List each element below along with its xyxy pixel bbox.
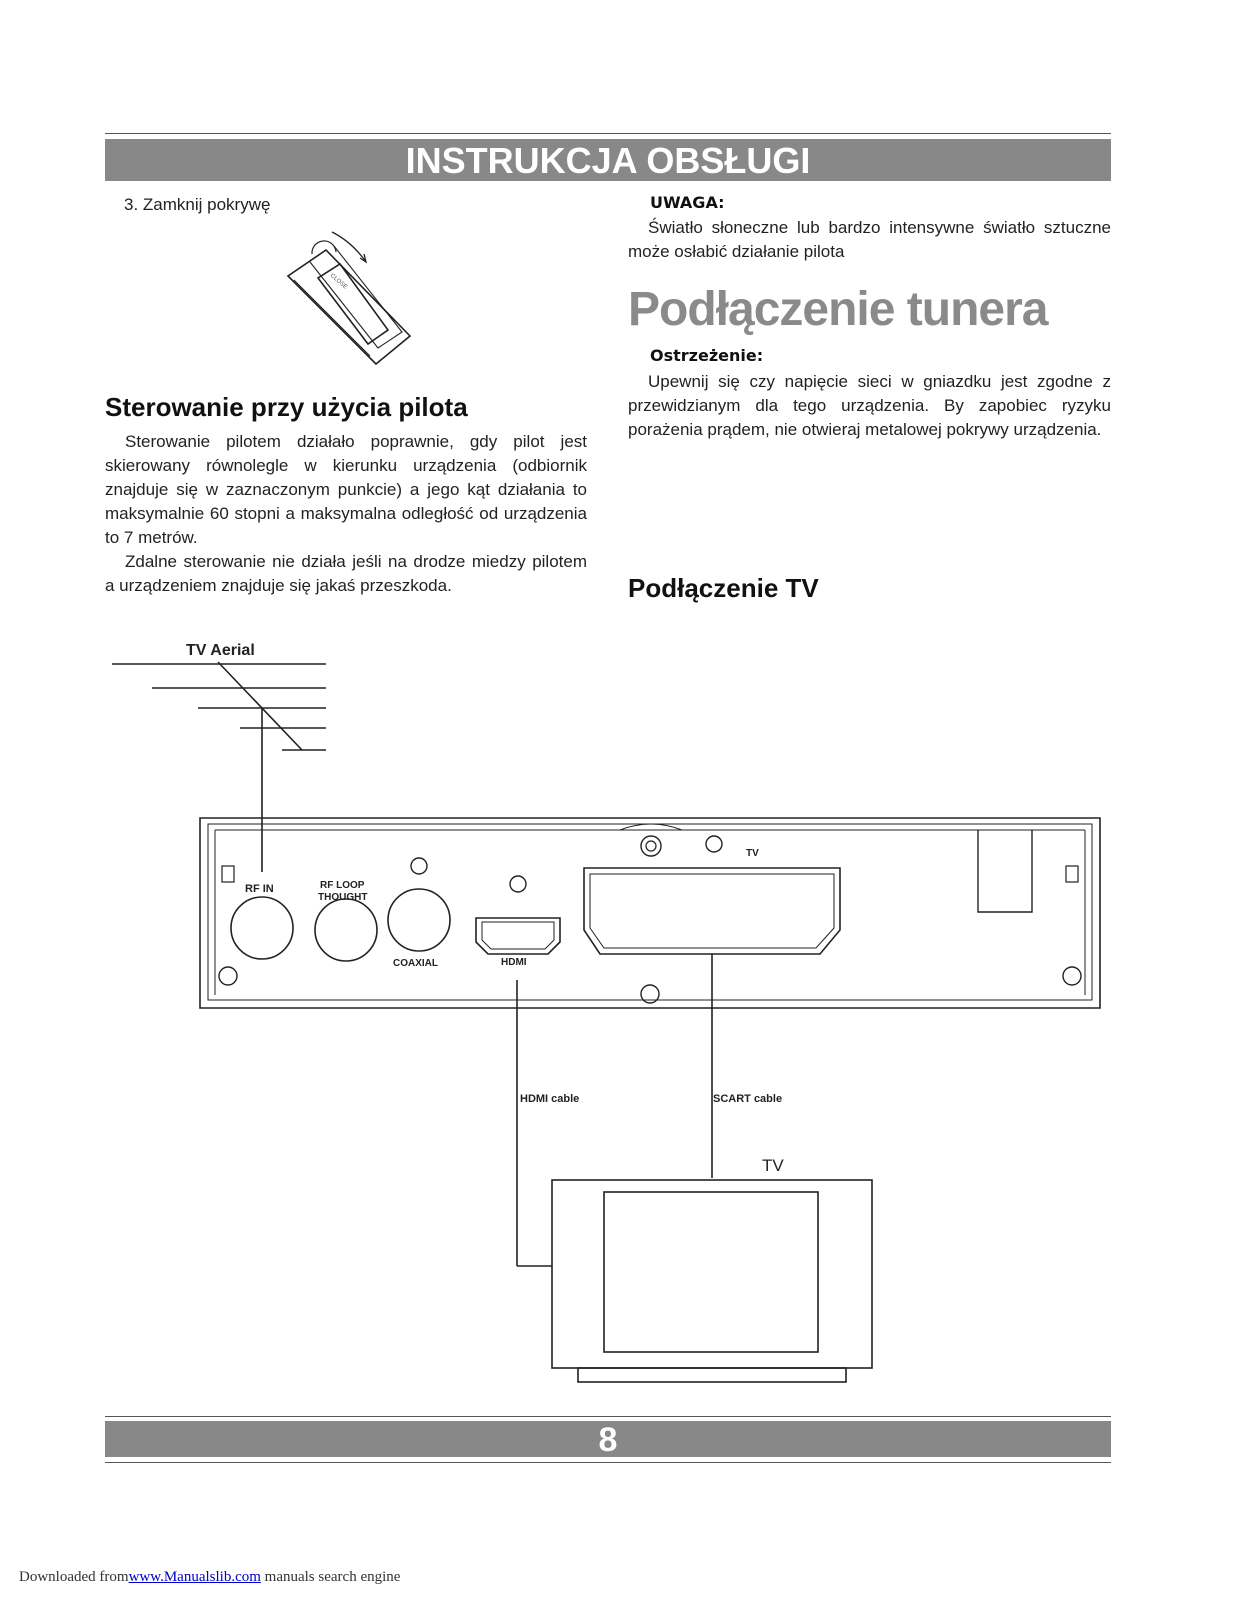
note-text: Światło słoneczne lub bardzo intensywne światło sztuczne może osłabić działanie pilota <box>628 218 1111 261</box>
scart-cable-label: SCART cable <box>713 1093 783 1105</box>
close-arrow-icon <box>332 232 366 262</box>
rf-loop-label-2: THOUGHT <box>318 892 368 903</box>
footer-top-rule <box>105 1416 1111 1417</box>
remote-paragraph-1: Sterowanie pilotem działało poprawnie, gdy pilot jest skierowany równolegle w kierunku urządzenia (odbiornik znajduje się w zaznaczonym punkcie) a jego kąt działania to maksymalnie 60 stopni a maksymalna odległość od urządzenia to 7 metrów. <box>105 432 587 547</box>
tv-icon <box>552 1180 872 1382</box>
downloaded-from-text: Downloaded from <box>19 1569 129 1585</box>
hdmi-cable-label: HDMI cable <box>520 1093 580 1105</box>
page-header-title: INSTRUKCJA OBSŁUGI <box>105 139 1111 181</box>
manualslib-link[interactable]: www.Manualslib.com <box>128 1569 261 1585</box>
note-label: UWAGA: <box>650 193 725 212</box>
tuner-connection-heading: Podłączenie tunera <box>628 283 1048 336</box>
download-attribution <box>19 1569 400 1586</box>
hdmi-label: HDMI <box>501 957 527 968</box>
receiver-back-panel <box>200 818 1100 1008</box>
page-number: 8 <box>105 1421 1111 1457</box>
tagline-text: manuals search engine <box>260 1569 401 1585</box>
rf-loop-label-1: RF LOOP <box>320 880 365 891</box>
aerial-label: TV Aerial <box>186 642 255 659</box>
remote-body <box>288 250 410 364</box>
tv-connection-heading: Podłączenie TV <box>628 573 819 603</box>
scart-port <box>584 868 840 954</box>
battery-cover <box>318 264 388 344</box>
warning-label: Ostrzeżenie: <box>650 346 764 365</box>
header-top-rule <box>105 133 1111 134</box>
warning-text: Upewnij się czy napięcie sieci w gniazdku jest zgodne z przewidzianym dla tego urządzenia. By zapobiec ryzyku porażenia prądem, nie otwieraj metalowej pokrywy urządzenia. <box>628 372 1111 439</box>
coaxial-label: COAXIAL <box>393 958 438 969</box>
step-3-text: 3. Zamknij pokrywę <box>124 195 271 214</box>
remote-cover-label: CLOSE <box>328 272 349 291</box>
rf-in-label: RF IN <box>245 883 274 895</box>
tv-label: TV <box>762 1156 784 1175</box>
rf-in-port <box>231 897 293 959</box>
connection-diagram <box>0 630 1237 1400</box>
remote-paragraph-2: Zdalne sterowanie nie działa jeśli na drodze miedzy pilotem a urządzeniem znajduje się jakaś przeszkoda. <box>105 552 587 595</box>
footer-bottom-rule <box>105 1462 1111 1463</box>
scart-tv-label: TV <box>746 848 759 859</box>
coaxial-port <box>388 889 450 951</box>
aerial-icon <box>112 662 326 872</box>
rf-loop-port <box>315 899 377 961</box>
remote-close-cover-illustration <box>270 228 430 378</box>
remote-control-heading: Sterowanie przy użycia pilota <box>105 392 468 422</box>
